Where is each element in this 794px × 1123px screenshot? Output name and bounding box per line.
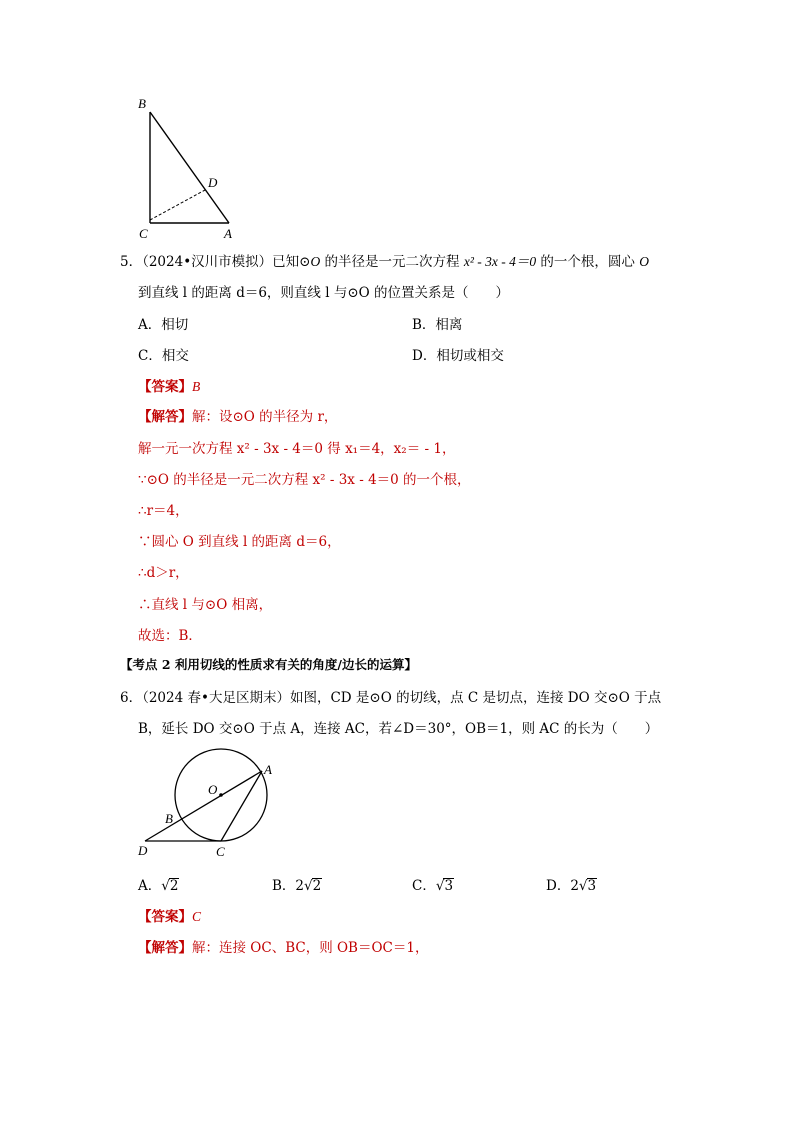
line-ac bbox=[221, 771, 262, 841]
fig-label-c: C bbox=[216, 844, 225, 859]
q6-option-d: D．2√3 bbox=[546, 878, 597, 894]
q5-solution-4: ∴r＝4， bbox=[138, 503, 189, 519]
q5-solution-1: 【解答】解：设⊙O 的半径为 r， bbox=[138, 409, 338, 425]
q5-answer: 【答案】B bbox=[138, 379, 201, 395]
sqrt-icon: √ bbox=[304, 878, 313, 894]
circle-figure bbox=[130, 748, 290, 863]
q5-solution-5: ∵圆心 O 到直线 l 的距离 d＝6， bbox=[138, 534, 341, 550]
dashed-cd bbox=[150, 190, 205, 220]
q6-solution-1: 【解答】解：连接 OC、BC，则 OB＝OC＝1， bbox=[138, 940, 429, 956]
q5-solution-3: ∵⊙O 的半径是一元二次方程 x² - 3x - 4＝0 的一个根， bbox=[138, 472, 471, 488]
q5-solution-7: ∴直线 l 与⊙O 相离， bbox=[138, 597, 273, 613]
q5-option-d: D．相切或相交 bbox=[412, 348, 504, 364]
q5-solution-2: 解一元一次方程 x² - 3x - 4＝0 得 x₁＝4，x₂＝ - 1， bbox=[138, 441, 456, 457]
section-header: 【考点 2 利用切线的性质求有关的角度/边长的运算】 bbox=[120, 657, 417, 672]
q6-option-a: A．√2 bbox=[138, 878, 179, 894]
sqrt-icon: √ bbox=[161, 878, 170, 894]
q5-option-c: C．相交 bbox=[138, 348, 189, 364]
line-da bbox=[145, 771, 262, 841]
label-d: D bbox=[208, 175, 218, 190]
q5-solution-6: ∴d＞r， bbox=[138, 565, 189, 581]
q6-option-b: B．2√2 bbox=[272, 878, 322, 894]
label-a: A bbox=[224, 226, 232, 241]
label-c: C bbox=[139, 226, 148, 241]
sqrt-icon: √ bbox=[435, 878, 445, 894]
label-b: B bbox=[138, 96, 146, 111]
q5-option-b: B．相离 bbox=[412, 317, 463, 333]
sqrt-icon: √ bbox=[578, 878, 588, 894]
q5-line2: 到直线 l 的距离 d＝6，则直线 l 与⊙O 的位置关系是（ ） bbox=[138, 285, 509, 301]
center-point bbox=[219, 793, 223, 797]
q5-option-a: A．相切 bbox=[138, 317, 189, 333]
q5-solution-8: 故选：B． bbox=[138, 628, 202, 644]
q6-line2: B，延长 DO 交⊙O 于点 A，连接 AC，若∠D＝30°，OB＝1，则 AC 的长为（ ） bbox=[138, 721, 659, 737]
fig-label-o: O bbox=[208, 782, 218, 797]
q6-option-c: C．√3 bbox=[412, 878, 454, 894]
fig-label-b: B bbox=[165, 811, 173, 826]
fig-label-a: A bbox=[264, 762, 272, 777]
fig-label-d: D bbox=[138, 843, 148, 858]
edge-ba bbox=[150, 112, 229, 223]
q5-line1: 5．（2024•汉川市模拟）已知⊙O 的半径是一元二次方程 x² - 3x - 4＝0 的一个根，圆心 O bbox=[120, 254, 649, 270]
q6-line1: 6．（2024 春•大足区期末）如图，CD 是⊙O 的切线，点 C 是切点，连接 DO 交⊙O 于点 bbox=[120, 690, 662, 706]
q6-answer: 【答案】C bbox=[138, 909, 202, 925]
triangle-figure bbox=[130, 92, 250, 242]
